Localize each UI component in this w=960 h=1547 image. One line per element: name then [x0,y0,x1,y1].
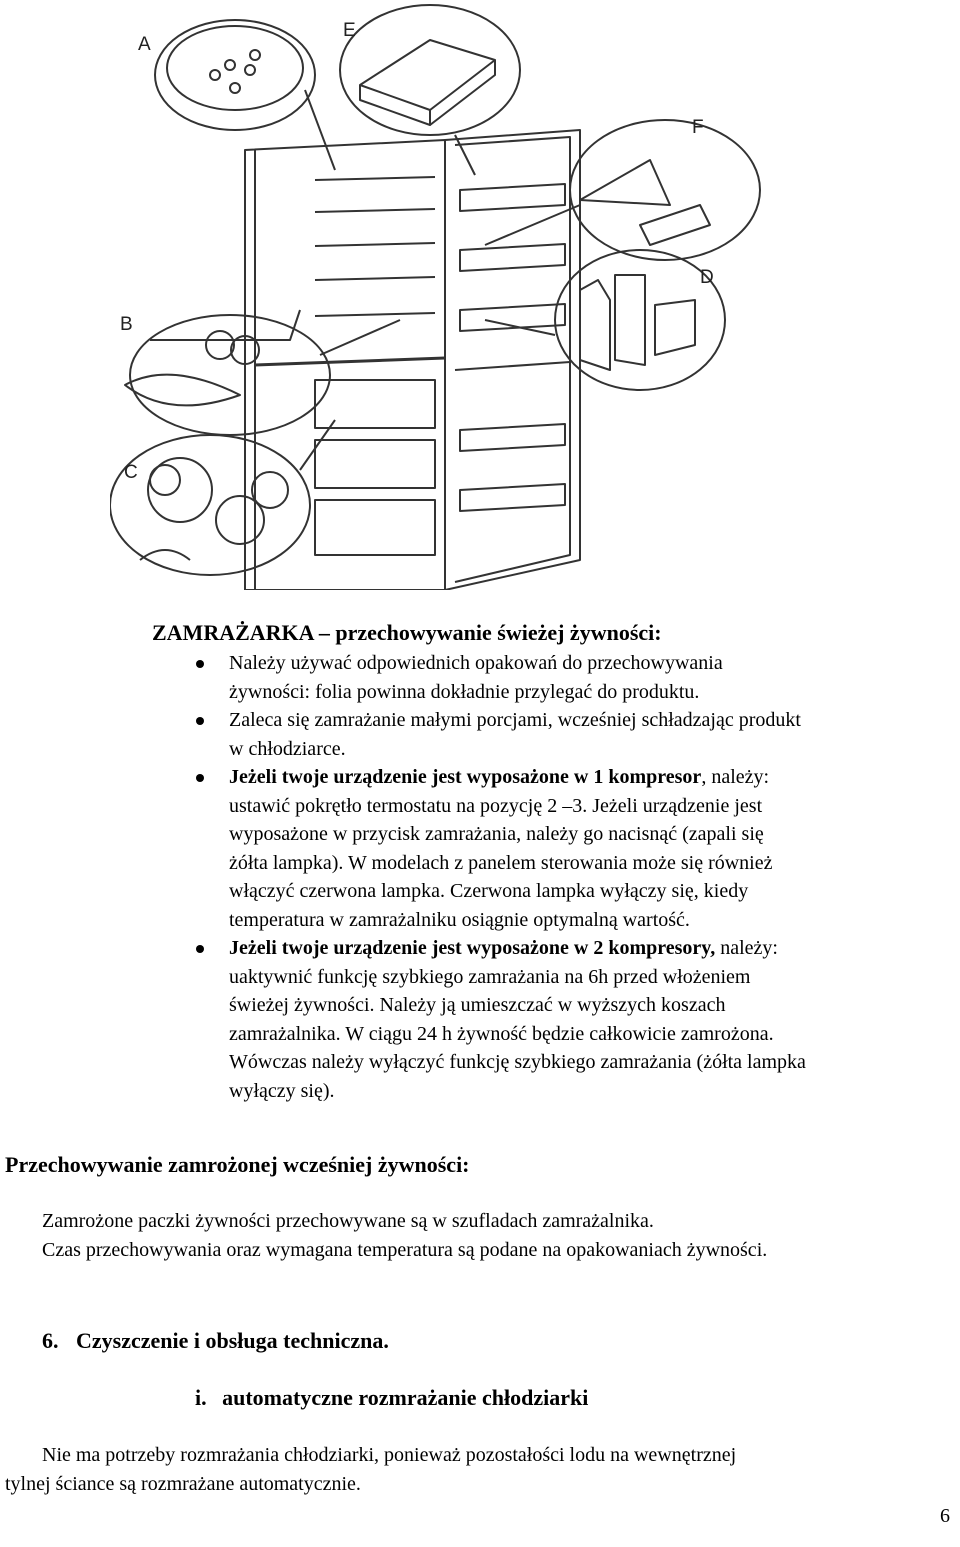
freezer-fresh-food-list [229,649,954,1105]
auto-defrost-text: Nie ma potrzeby rozmrażania chłodziarki, ponieważ pozostałości lodu na wewnętrznej tylnej ściance są rozmrażane automatycznie. [5,1444,737,1495]
callout-label-a: A [138,34,151,55]
callout-label-f: F [692,117,704,138]
list-item: Jeżeli twoje urządzenie jest wyposażone w 1 kompresor, należy: ustawić pokrętło termostatu na pozycję 2 –3. Jeżeli urządzenie jest wyposażone w przycisk zamrażania, należy go nacisnąć (zapali się żółta lampka). W modelach z panelem sterowania może się również włączyć czerwona lampka. Czerwona lampka wyłączy się, kiedy temperatura w zamrażalniku osiągnie optymalną wartość. [229,763,954,934]
section-number: 6. [42,1328,59,1353]
callout-label-c: C [124,462,138,483]
list-item: Należy używać odpowiednich opakowań do przechowywania żywności: folia powinna dokładnie przylegać do produktu. [229,649,954,706]
callout-label-d: D [700,267,714,288]
callout-label-e: E [343,20,356,41]
bullet-icon [196,945,204,953]
subsection-number: i. [195,1385,207,1410]
page-number: 6 [940,1505,950,1527]
subsection-title: automatyczne rozmrażanie chłodziarki [222,1385,589,1410]
section-title: Czyszczenie i obsługa techniczna. [76,1328,389,1353]
section-6-heading [42,1328,389,1354]
callout-label-b: B [120,314,133,335]
freezer-fresh-food-heading: ZAMRAŻARKA – przechowywanie świeżej żywności: [152,620,662,645]
subsection-heading [195,1385,588,1411]
bullet-icon [196,660,204,668]
frozen-food-text: Zamrożone paczki żywności przechowywane są w szufladach zamrażalnika. Czas przechowywania oraz wymagana temperatura są podane na opakowaniach żywności. [42,1210,768,1261]
list-item: Zaleca się zamrażanie małymi porcjami, wcześniej schładzając produkt w chłodziarce. [229,706,954,763]
fridge-illustration [110,0,850,590]
bullet-icon [196,774,204,782]
list-item: Jeżeli twoje urządzenie jest wyposażone w 2 kompresory, należy: uaktywnić funkcję szybkiego zamrażania na 6h przed włożeniem świeżej żywności. Należy ją umieszczać w wyższych koszach zamrażalnika. W ciągu 24 h żywność będzie całkowicie zamrożona. Wówczas należy wyłączyć funkcję szybkiego zamrażania (żółta lampka wyłączy się). [229,934,954,1105]
frozen-food-heading: Przechowywanie zamrożonej wcześniej żywności: [5,1152,470,1177]
bullet-icon [196,717,204,725]
